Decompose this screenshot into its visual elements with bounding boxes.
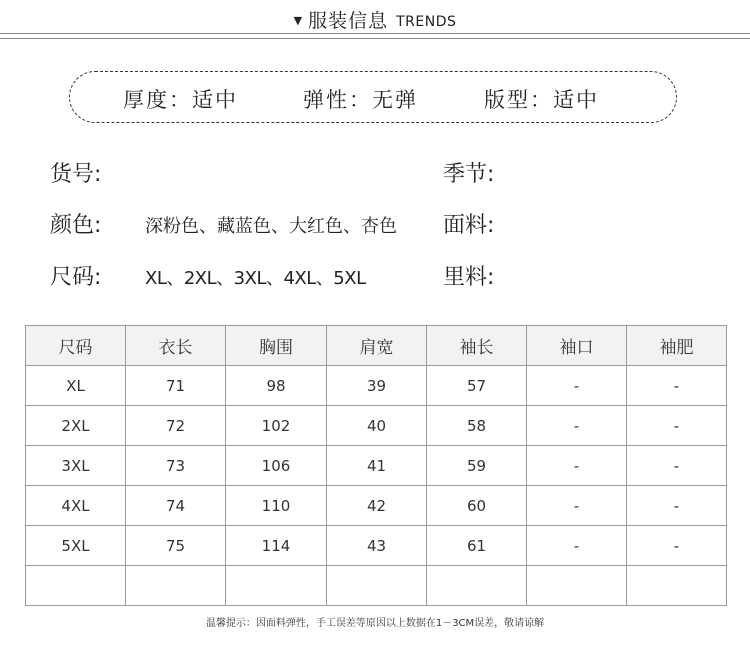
table-cell: - <box>627 526 727 566</box>
table-cell: 61 <box>427 526 527 566</box>
table-cell: 75 <box>126 526 226 566</box>
table-cell-empty <box>427 566 527 606</box>
table-cell: - <box>627 486 727 526</box>
table-cell: - <box>627 446 727 486</box>
table-cell: 60 <box>427 486 527 526</box>
table-cell: 106 <box>226 446 327 486</box>
header-bust: 胸围 <box>226 326 327 366</box>
attribute-thickness: 厚度：适中 <box>123 88 238 112</box>
table-cell: - <box>527 486 627 526</box>
attribute-elasticity: 弹性：无弹 <box>303 88 418 112</box>
table-cell: 3XL <box>26 446 126 486</box>
header-rule-bottom <box>0 38 750 39</box>
table-cell: 110 <box>226 486 327 526</box>
footer-note: 温馨提示：因面料弹性，手工误差等原因以上数据在1－3CM误差，敬请谅解 <box>205 618 545 629</box>
table-cell: - <box>527 366 627 406</box>
table-cell: - <box>527 446 627 486</box>
table-cell-empty <box>327 566 427 606</box>
table-cell: 72 <box>126 406 226 446</box>
header-sleeve-width: 袖肥 <box>627 326 727 366</box>
header-shoulder: 肩宽 <box>327 326 427 366</box>
section-subtitle: TRENDS <box>396 14 457 30</box>
table-row <box>26 446 727 486</box>
table-cell: - <box>627 366 727 406</box>
header-cuff: 袖口 <box>527 326 627 366</box>
table-cell: 42 <box>327 486 427 526</box>
triangle-down-icon: ▼ <box>293 14 303 27</box>
table-cell-empty <box>26 566 126 606</box>
table-cell: XL <box>26 366 126 406</box>
header-length: 衣长 <box>126 326 226 366</box>
table-cell: 114 <box>226 526 327 566</box>
table-cell: 74 <box>126 486 226 526</box>
table-header-row <box>26 326 727 366</box>
table-row <box>26 526 727 566</box>
attribute-fit: 版型：适中 <box>484 88 599 112</box>
size-table <box>25 325 727 606</box>
table-cell-empty <box>527 566 627 606</box>
season-label: 季节: <box>443 162 495 187</box>
table-row <box>26 486 727 526</box>
section-title: 服装信息 <box>308 10 389 32</box>
table-cell: 59 <box>427 446 527 486</box>
table-cell-empty <box>226 566 327 606</box>
table-cell-empty <box>126 566 226 606</box>
table-cell: 71 <box>126 366 226 406</box>
table-cell: 41 <box>327 446 427 486</box>
table-cell: - <box>627 406 727 446</box>
table-row-empty <box>26 566 727 606</box>
size-value: XL、2XL、3XL、4XL、5XL <box>145 268 366 289</box>
fabric-label: 面料: <box>443 213 495 238</box>
table-row <box>26 406 727 446</box>
size-label: 尺码: <box>50 265 102 290</box>
color-label: 颜色: <box>50 213 102 238</box>
header-sleeve-length: 袖长 <box>427 326 527 366</box>
table-row <box>26 366 727 406</box>
table-cell: 98 <box>226 366 327 406</box>
table-cell: 39 <box>327 366 427 406</box>
table-cell: 2XL <box>26 406 126 446</box>
table-cell: 73 <box>126 446 226 486</box>
section-header <box>0 6 750 32</box>
table-cell: 4XL <box>26 486 126 526</box>
table-cell: 102 <box>226 406 327 446</box>
header-size: 尺码 <box>26 326 126 366</box>
item-no-label: 货号: <box>50 162 102 187</box>
table-cell: 57 <box>427 366 527 406</box>
table-cell: - <box>527 526 627 566</box>
header-rule-top <box>0 33 750 34</box>
table-cell: 43 <box>327 526 427 566</box>
table-cell: 40 <box>327 406 427 446</box>
table-cell: 58 <box>427 406 527 446</box>
lining-label: 里料: <box>443 265 495 290</box>
table-cell: 5XL <box>26 526 126 566</box>
table-cell-empty <box>627 566 727 606</box>
table-cell: - <box>527 406 627 446</box>
color-value: 深粉色、藏蓝色、大红色、杏色 <box>145 216 397 237</box>
